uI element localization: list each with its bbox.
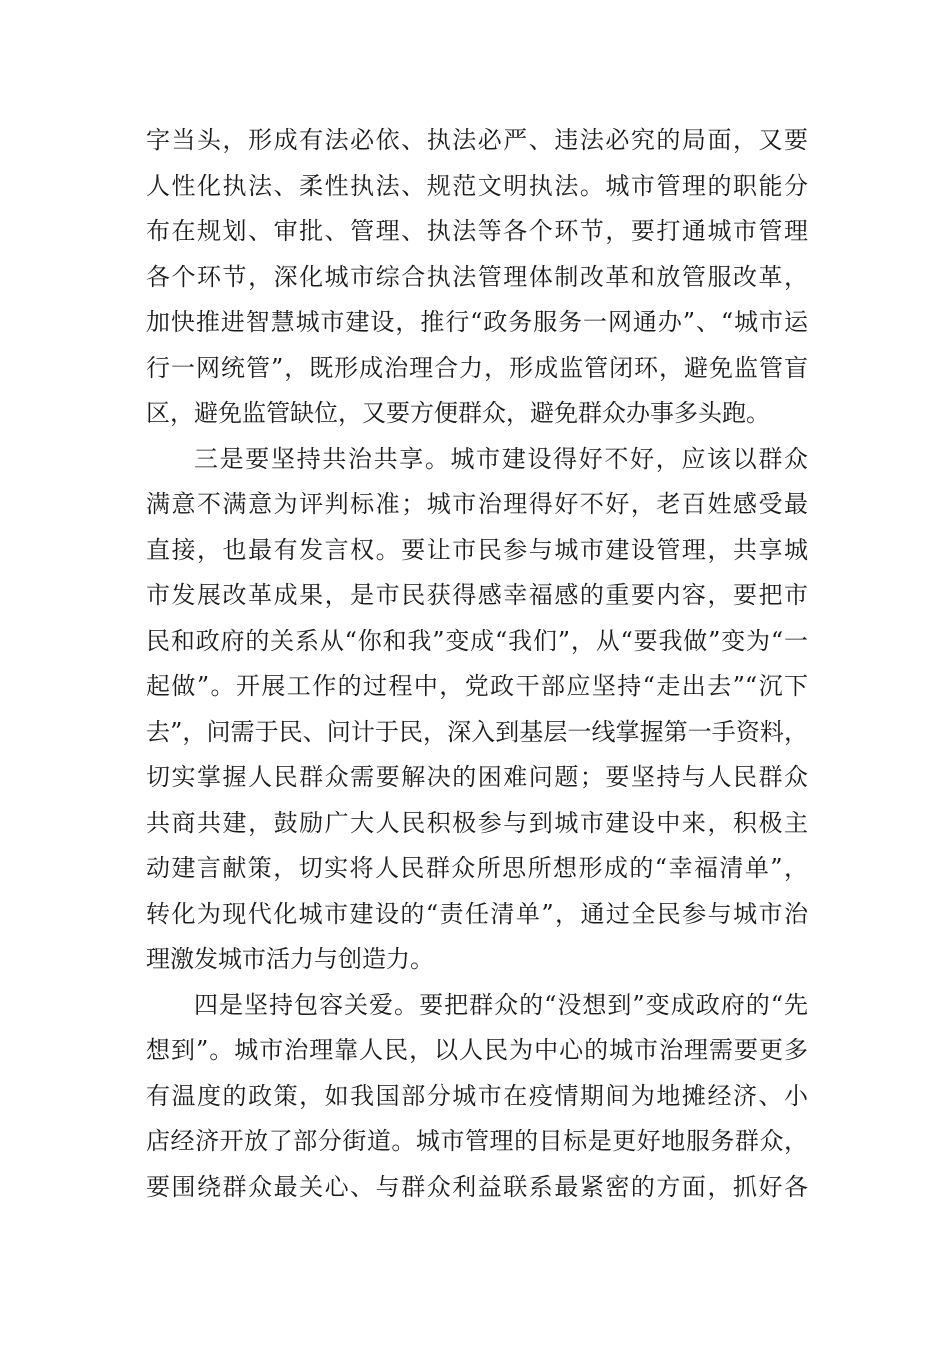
text-line: 直接，也最有发言权。要让市民参与城市建设管理，共享城 — [146, 535, 808, 564]
text-line: 起做”。开展工作的过程中，党政干部应坚持“走出去”“沉下 — [146, 672, 808, 700]
text-line: 动建言献策，切实将人民群众所思所想形成的“幸福清单”， — [146, 854, 808, 882]
paragraph-1 — [146, 118, 808, 437]
text-line: 转化为现代化城市建设的“责任清单”，通过全民参与城市治 — [146, 899, 808, 928]
text-line: 区，避免监管缺位，又要方便群众，避免群众办事多头跑。 — [146, 399, 770, 427]
paragraph-3 — [146, 983, 808, 1211]
text-line: 去”，问需于民、问计于民，深入到基层一线掌握第一手资料， — [146, 717, 808, 746]
text-line: 加快推进智慧城市建设，推行“政务服务一网通办”、“城市运 — [146, 308, 808, 336]
text-line: 店经济开放了部分街道。城市管理的目标是更好地服务群众， — [146, 1127, 808, 1155]
text-line: 要围绕群众最关心、与群众利益联系最紧密的方面，抓好各 — [146, 1172, 808, 1201]
paragraph-2 — [146, 437, 808, 983]
body-text — [146, 118, 808, 1210]
text-line: 四是坚持包容关爱。要把群众的“没想到”变成政府的“先 — [194, 990, 808, 1019]
text-line: 市发展改革成果，是市民获得感幸福感的重要内容，要把市 — [146, 581, 808, 609]
text-line: 切实掌握人民群众需要解决的困难问题；要坚持与人民群众 — [146, 763, 808, 791]
text-line: 想到”。城市治理靠人民，以人民为中心的城市治理需要更多 — [146, 1036, 808, 1064]
text-line: 有温度的政策，如我国部分城市在疫情期间为地摊经济、小 — [146, 1081, 808, 1110]
text-line: 各个环节，深化城市综合执法管理体制改革和放管服改革， — [146, 262, 808, 291]
text-line: 行一网统管”，既形成治理合力，形成监管闭环，避免监管盲 — [146, 353, 808, 382]
text-line: 民和政府的关系从“你和我”变成“我们”，从“要我做”变为“一 — [146, 626, 808, 655]
text-line: 布在规划、审批、管理、执法等各个环节，要打通城市管理 — [146, 217, 808, 245]
text-line: 理激发城市活力与创造力。 — [146, 945, 434, 973]
text-line: 三是要坚持共治共享。城市建设得好不好，应该以群众 — [194, 444, 808, 473]
text-line: 共商共建，鼓励广大人民积极参与到城市建设中来，积极主 — [146, 808, 808, 837]
text-line: 满意不满意为评判标准；城市治理得好不好，老百姓感受最 — [146, 490, 808, 518]
text-line: 字当头，形成有法必依、执法必严、违法必究的局面，又要 — [146, 126, 808, 154]
text-line: 人性化执法、柔性执法、规范文明执法。城市管理的职能分 — [146, 171, 808, 200]
